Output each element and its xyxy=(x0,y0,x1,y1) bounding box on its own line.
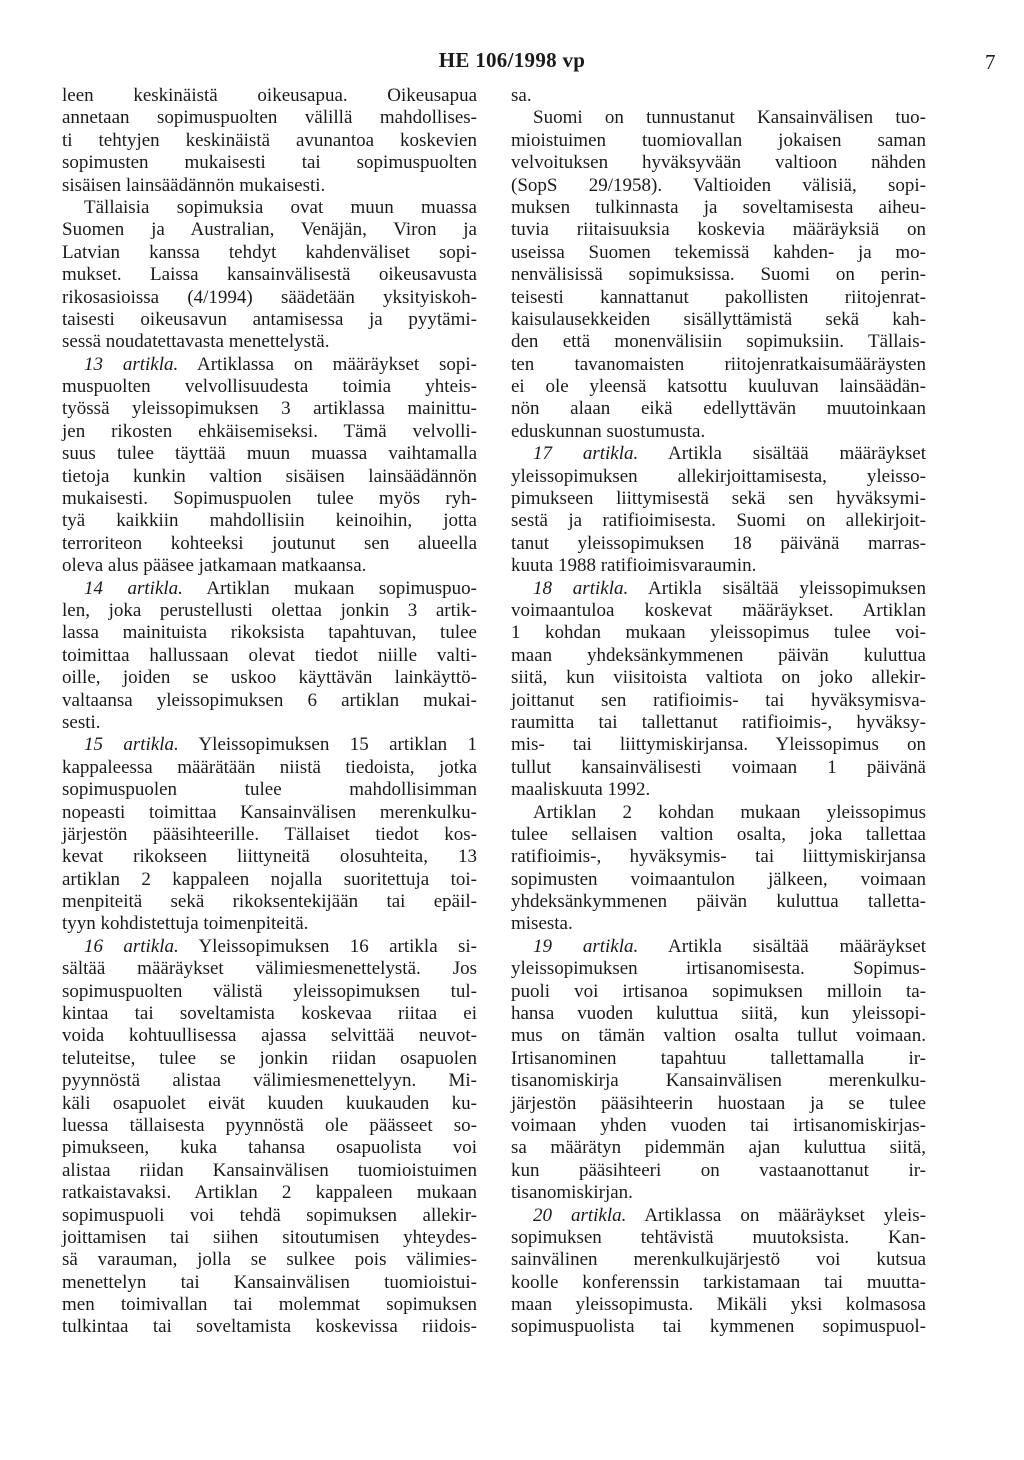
line-text: Tällaisia sopimuksia ovat muun muassa xyxy=(84,196,477,218)
line-text: suus tulee täyttää muun muassa vaihtamalla xyxy=(62,443,477,465)
text-line xyxy=(511,712,926,734)
line-text: valtaansa yleissopimuksen 6 artiklan mukai- xyxy=(62,689,477,711)
line-text: voimaan yhden vuoden tai irtisanomiskirjas- xyxy=(511,1114,926,1136)
text-line xyxy=(511,152,926,174)
line-text: sessä noudatettavasta menettelystä. xyxy=(62,331,330,353)
line-text: mukaisesti. Sopimuspuolen tulee myös ryh- xyxy=(62,488,477,510)
text-line xyxy=(62,555,477,577)
text-line xyxy=(511,622,926,644)
line-text: yleissopimuksen irtisanomisesta. Sopimus- xyxy=(511,958,926,980)
text-line xyxy=(511,645,926,667)
article-heading: 14 artikla. xyxy=(84,577,183,599)
line-text: 1 kohdan mukaan yleissopimus tulee voi- xyxy=(511,622,926,644)
line-text: tisanomiskirja Kansainvälisen merenkulku- xyxy=(511,1070,926,1092)
text-line xyxy=(62,913,477,935)
text-line xyxy=(511,264,926,286)
text-line xyxy=(511,846,926,868)
text-line xyxy=(62,824,477,846)
article-heading: 18 artikla. xyxy=(533,577,629,599)
text-line xyxy=(511,354,926,376)
text-line xyxy=(62,264,477,286)
line-text: len, joka perustellusti olettaa jonkin 3 artik- xyxy=(62,599,477,621)
text-line xyxy=(62,1205,477,1227)
line-text: Latvian kanssa tehdyt kahdenväliset sopi- xyxy=(62,241,477,263)
line-text: kevat rikokseen liittyneitä olosuhteita, 13 xyxy=(62,846,477,868)
line-text: siitä, kun viisitoista valtiota on joko allekir- xyxy=(511,667,926,689)
line-text: sopimusten mukaisesti tai sopimuspuolten xyxy=(62,152,477,174)
line-text: tullut kansainvälisesti voimaan 1 päivänä xyxy=(511,756,926,778)
text-line xyxy=(511,219,926,241)
line-text: sältää määräykset välimiesmenettelystä. Jos xyxy=(62,958,477,980)
line-text: käli osapuolet eivät kuuden kuukauden ku- xyxy=(62,1092,477,1114)
line-text: jen rikosten ehkäisemiseksi. Tämä velvolli- xyxy=(62,420,477,442)
line-text: mis- tai liittymiskirjansa. Yleissopimus on xyxy=(511,734,926,756)
text-line xyxy=(62,219,477,241)
line-text: luessa tällaisesta pyynnöstä ole päässeet so- xyxy=(62,1114,477,1136)
line-text: men toimivallan tai molemmat sopimuksen xyxy=(62,1294,477,1316)
text-line xyxy=(511,331,926,353)
line-text: mioistuimen tuomiovallan jokaisen saman xyxy=(511,129,926,151)
text-line xyxy=(62,690,477,712)
text-line xyxy=(511,510,926,532)
text-line xyxy=(62,152,477,174)
text-line xyxy=(62,779,477,801)
text-line xyxy=(62,1316,477,1338)
text-line xyxy=(511,309,926,331)
line-text: mukset. Laissa kansainvälisestä oikeusavusta xyxy=(62,264,477,286)
line-text: kaisulausekkeiden sisällyttämistä sekä kah- xyxy=(511,308,926,330)
line-text: työssä yleissopimuksen 3 artiklassa mainittu- xyxy=(62,398,477,420)
line-text: ei ole yleensä katsottu kuuluvan lainsäädän- xyxy=(511,376,926,398)
line-text: toimittaa hallussaan olevat tiedot niille valti- xyxy=(62,644,477,666)
text-line xyxy=(511,466,926,488)
line-text: Irtisanominen tapahtuu tallettamalla ir- xyxy=(511,1047,926,1069)
line-text: ten tavanomaisten riitojenratkaisumääräysten xyxy=(511,353,926,375)
article-heading: 20 artikla. xyxy=(533,1204,627,1226)
line-text: tanut yleissopimuksen 18 päivänä marras- xyxy=(511,532,926,554)
text-line xyxy=(62,85,477,107)
line-text: kintaa tai soveltamista koskevaa riitaa ei xyxy=(62,1003,477,1025)
line-text: yhdeksänkymmenen päivän kuluttua talletta- xyxy=(511,891,926,913)
line-text: ratkaistavaksi. Artiklan 2 kappaleen mukaan xyxy=(62,1182,477,1204)
text-line xyxy=(62,421,477,443)
article-heading: 13 artikla. xyxy=(84,353,179,375)
line-text: teluteitse, tulee se jonkin riidan osapuolen xyxy=(62,1047,477,1069)
line-text: menettelyn tai Kansainvälisen tuomioistui- xyxy=(62,1271,477,1293)
text-line xyxy=(62,443,477,465)
text-line xyxy=(62,242,477,264)
text-line xyxy=(62,354,477,376)
text-line xyxy=(62,981,477,1003)
line-text: oleva alus pääsee jatkamaan matkaansa. xyxy=(62,555,367,577)
line-text: taisesti oikeusavun antamisessa ja pyytämi- xyxy=(62,308,477,330)
text-line xyxy=(511,667,926,689)
text-line xyxy=(62,376,477,398)
text-line xyxy=(62,1249,477,1271)
text-line xyxy=(511,533,926,555)
text-line xyxy=(511,1272,926,1294)
line-text: sä varauman, jolla se sulkee pois välimies- xyxy=(62,1249,477,1271)
line-text: sopimuspuolen tulee mahdollisimman xyxy=(62,779,477,801)
line-text: joittanut sen ratifioimis- tai hyväksymisva- xyxy=(511,689,926,711)
text-line xyxy=(511,1160,926,1182)
line-text: sisäisen lainsäädännön mukaisesti. xyxy=(62,174,326,196)
line-text: hansa vuoden kuluttua siitä, kun yleissopi- xyxy=(511,1003,926,1025)
text-line xyxy=(511,398,926,420)
line-text: sesti. xyxy=(62,711,101,733)
line-text: sopimuspuolten välistä yleissopimuksen tul- xyxy=(62,980,477,1002)
text-line xyxy=(62,869,477,891)
line-text: nenvälisissä sopimuksissa. Suomi on perin- xyxy=(511,264,926,286)
text-line xyxy=(62,1137,477,1159)
line-text: voimaantuloa koskevat määräykset. Artiklan xyxy=(511,599,926,621)
text-line xyxy=(511,197,926,219)
text-line xyxy=(62,891,477,913)
text-line xyxy=(511,421,926,443)
left-text-column xyxy=(62,85,477,1339)
text-line xyxy=(62,1048,477,1070)
line-text: muspuolten velvollisuudesta toimia yhteis- xyxy=(62,376,477,398)
text-line xyxy=(62,622,477,644)
line-text: teisesti kannattanut pakollisten riitojenrat- xyxy=(511,286,926,308)
line-text: artiklan 2 kappaleen nojalla suoritettuja toi- xyxy=(62,868,477,890)
line-text: tietoja kunkin valtion sisäisen lainsäädännön xyxy=(62,465,477,487)
text-line xyxy=(62,958,477,980)
line-text: Artiklan 2 kohdan mukaan yleissopimus xyxy=(533,801,926,823)
line-text: oille, joiden se uskoo käyttävän lainkäyttö- xyxy=(62,667,477,689)
line-text: mus on tämän valtion osalta tullut voimaan. xyxy=(511,1025,926,1047)
text-line xyxy=(511,85,926,107)
line-text: tulkintaa tai soveltamista koskevissa riidois- xyxy=(62,1316,477,1338)
text-line xyxy=(511,802,926,824)
text-line xyxy=(511,600,926,622)
text-line xyxy=(511,936,926,958)
text-line xyxy=(62,645,477,667)
line-text: pimukseen, kuka tahansa osapuolista voi xyxy=(62,1137,477,1159)
line-text: pimukseen liittymisestä sekä sen hyväksymi- xyxy=(511,488,926,510)
line-text: lassa mainituista rikoksista tapahtuvan, tulee xyxy=(62,622,477,644)
text-line xyxy=(62,130,477,152)
line-text: ti tehtyjen keskinäistä avunantoa koskevien xyxy=(62,129,477,151)
text-line xyxy=(62,287,477,309)
text-line xyxy=(62,1294,477,1316)
text-line xyxy=(511,869,926,891)
line-text: järjestön pääsihteerin huostaan ja se tulee xyxy=(511,1092,926,1114)
text-line xyxy=(511,913,926,935)
text-line xyxy=(62,936,477,958)
text-line xyxy=(511,1182,926,1204)
line-text: den että monenvälisiin sopimuksiin. Tällais- xyxy=(511,331,926,353)
line-text: tyä kaikkiin mahdollisiin keinoihin, jotta xyxy=(62,510,477,532)
text-line xyxy=(62,309,477,331)
text-line xyxy=(62,1160,477,1182)
line-text: Yleissopimuksen 15 artiklan 1 xyxy=(178,734,477,756)
text-line xyxy=(511,555,926,577)
line-text: tisanomiskirjan. xyxy=(511,1182,633,1204)
text-line xyxy=(511,130,926,152)
text-line xyxy=(62,802,477,824)
line-text: ratifioimis-, hyväksymis- tai liittymiskirjansa xyxy=(511,846,926,868)
text-line xyxy=(62,1070,477,1092)
text-line xyxy=(511,1115,926,1137)
line-text: maaliskuuta 1992. xyxy=(511,779,651,801)
line-text: sa määrätyn pidemmän ajan kuluttua siitä, xyxy=(511,1137,926,1159)
text-line xyxy=(62,1093,477,1115)
line-text: sopimuspuoli voi tehdä sopimuksen allekir- xyxy=(62,1204,477,1226)
line-text: maan yleissopimusta. Mikäli yksi kolmasosa xyxy=(511,1294,926,1316)
line-text: Artiklassa on määräykset sopi- xyxy=(178,353,477,375)
text-line xyxy=(511,958,926,980)
text-line xyxy=(511,824,926,846)
line-text: tuvia riitaisuuksia koskevia määräyksiä on xyxy=(511,219,926,241)
line-text: kuuta 1988 ratifioimisvaraumin. xyxy=(511,555,757,577)
line-text: maan yhdeksänkymmenen päivän kuluttua xyxy=(511,644,926,666)
line-text: Suomen ja Australian, Venäjän, Viron ja xyxy=(62,219,477,241)
line-text: useissa Suomen tekemissä kahden- ja mo- xyxy=(511,241,926,263)
line-text: sainvälinen merenkulkujärjestö voi kutsua xyxy=(511,1249,926,1271)
line-text: kun pääsihteeri on vastaanottanut ir- xyxy=(511,1159,926,1181)
text-line xyxy=(62,757,477,779)
line-text: joittamisen tai siihen sitoutumisen yhteydes- xyxy=(62,1226,477,1248)
text-line xyxy=(511,376,926,398)
text-line xyxy=(511,1294,926,1316)
line-text: alistaa riidan Kansainvälisen tuomioistuimen xyxy=(62,1159,477,1181)
line-text: Artikla sisältää määräykset xyxy=(638,443,926,465)
text-line xyxy=(62,600,477,622)
line-text: nön alaan eikä edellyttävän muutoinkaan xyxy=(511,398,926,420)
line-text: Artiklan mukaan sopimuspuo- xyxy=(182,577,477,599)
line-text: velvoituksen hyväksyvään valtioon nähden xyxy=(511,152,926,174)
text-line xyxy=(511,690,926,712)
text-line xyxy=(511,1316,926,1338)
text-line xyxy=(511,488,926,510)
line-text: kappaleessa määrätään niistä tiedoista, jotka xyxy=(62,756,477,778)
line-text: (SopS 29/1958). Valtioiden välisiä, sopi- xyxy=(511,174,926,196)
line-text: Artikla sisältää määräykset xyxy=(638,935,926,957)
text-line xyxy=(511,1070,926,1092)
text-line xyxy=(511,779,926,801)
text-line xyxy=(62,533,477,555)
text-line xyxy=(62,1182,477,1204)
line-text: rikosasioissa (4/1994) säädetään yksityiskoh- xyxy=(62,286,477,308)
text-line xyxy=(511,981,926,1003)
text-line xyxy=(62,1003,477,1025)
text-line xyxy=(62,846,477,868)
line-text: sestä ja ratifioimisesta. Suomi on allekirjoit- xyxy=(511,510,926,532)
text-line xyxy=(62,1115,477,1137)
text-line xyxy=(62,1025,477,1047)
article-heading: 15 artikla. xyxy=(84,734,179,756)
line-text: tulee sellaisen valtion osalta, joka tallettaa xyxy=(511,823,926,845)
text-line xyxy=(62,510,477,532)
text-line xyxy=(511,757,926,779)
line-text: nopeasti toimittaa Kansainvälisen merenkulku- xyxy=(62,801,477,823)
text-line xyxy=(511,1093,926,1115)
text-line xyxy=(62,578,477,600)
line-text: järjestön pääsihteerille. Tällaiset tiedot kos- xyxy=(62,823,477,845)
line-text: voida kohtuullisessa ajassa selvittää neuvot- xyxy=(62,1025,477,1047)
article-heading: 19 artikla. xyxy=(533,935,639,957)
line-text: raumitta tai tallettanut ratifioimis-, hyväksy- xyxy=(511,711,926,733)
text-line xyxy=(511,443,926,465)
article-heading: 16 artikla. xyxy=(84,935,179,957)
text-line xyxy=(62,488,477,510)
text-line xyxy=(62,331,477,353)
line-text: annetaan sopimuspuolten välillä mahdollises- xyxy=(62,107,477,129)
text-line xyxy=(511,1048,926,1070)
document-header-title: HE 106/1998 vp xyxy=(438,48,586,72)
line-text: koolle konferenssin tarkistamaan tai muutta- xyxy=(511,1271,926,1293)
text-line xyxy=(511,734,926,756)
line-text: menpiteitä sekä rikoksentekijään tai epäil- xyxy=(62,891,477,913)
line-text: terroriteon kohteeksi joutunut sen alueella xyxy=(62,532,477,554)
line-text: Artiklassa on määräykset yleis- xyxy=(626,1204,926,1226)
text-line xyxy=(511,891,926,913)
page-number: 7 xyxy=(985,50,996,74)
text-line xyxy=(511,1137,926,1159)
line-text: Artikla sisältää yleissopimuksen xyxy=(628,577,926,599)
text-line xyxy=(62,712,477,734)
text-line xyxy=(62,1227,477,1249)
line-text: leen keskinäistä oikeusapua. Oikeusapua xyxy=(62,85,477,106)
line-text: sopimuspuolista tai kymmenen sopimuspuol- xyxy=(511,1316,926,1338)
text-line xyxy=(62,466,477,488)
text-line xyxy=(62,107,477,129)
line-text: sopimusten voimaantulon jälkeen, voimaan xyxy=(511,868,926,890)
text-line xyxy=(511,175,926,197)
text-line xyxy=(511,1227,926,1249)
line-text: eduskunnan suostumusta. xyxy=(511,420,706,442)
text-line xyxy=(62,175,477,197)
text-line xyxy=(62,1272,477,1294)
line-text: Yleissopimuksen 16 artikla si- xyxy=(178,935,477,957)
text-line xyxy=(511,578,926,600)
line-text: puoli voi irtisanoa sopimuksen milloin ta- xyxy=(511,980,926,1002)
line-text: sopimuksen tehtävistä muutoksista. Kan- xyxy=(511,1226,926,1248)
line-text: pyynnöstä alistaa välimiesmenettelyyn. Mi- xyxy=(62,1070,477,1092)
text-line xyxy=(511,242,926,264)
text-line xyxy=(62,734,477,756)
text-line xyxy=(511,1003,926,1025)
text-line xyxy=(62,667,477,689)
text-line xyxy=(511,1025,926,1047)
line-text: tyyn kohdistettuja toimenpiteitä. xyxy=(62,913,309,935)
right-text-column xyxy=(511,85,926,1339)
text-line xyxy=(511,287,926,309)
line-text: muksen tulkinnasta ja soveltamisesta aiheu- xyxy=(511,196,926,218)
text-line xyxy=(62,197,477,219)
text-line xyxy=(511,1249,926,1271)
text-line xyxy=(511,1205,926,1227)
text-line xyxy=(511,107,926,129)
line-text: Suomi on tunnustanut Kansainvälisen tuo- xyxy=(533,107,926,129)
line-text: yleissopimuksen allekirjoittamisesta, yleisso- xyxy=(511,465,926,487)
article-heading: 17 artikla. xyxy=(533,443,639,465)
line-text: misesta. xyxy=(511,913,573,935)
text-line xyxy=(62,398,477,420)
line-text: sa. xyxy=(511,85,532,106)
